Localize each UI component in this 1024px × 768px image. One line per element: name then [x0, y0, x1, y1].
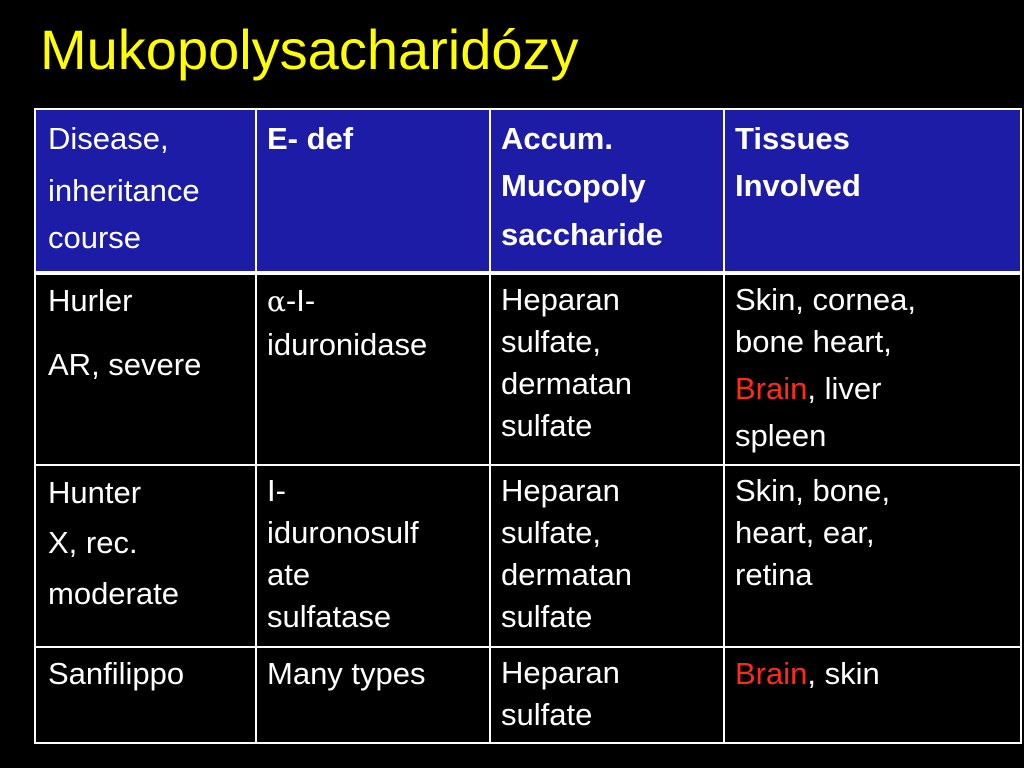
accumulated-text: sulfate	[501, 599, 593, 634]
tissues-text: retina	[735, 557, 813, 592]
hurler-disease-cell	[36, 275, 255, 464]
disease-name: Sanfilippo	[48, 656, 185, 691]
accumulated-text: Heparan	[501, 473, 620, 508]
brain-highlight: Brain	[735, 656, 808, 691]
header-cell-enzyme-deficiency	[255, 110, 489, 271]
accumulated-text: sulfate,	[501, 324, 601, 359]
disease-name: Hunter	[48, 475, 142, 510]
slide-title: Mukopolysacharidózy	[40, 18, 579, 81]
enzyme-text: ate	[267, 557, 311, 592]
accumulated-text: dermatan	[501, 557, 632, 592]
hunter-tissues-cell	[723, 466, 1020, 646]
tissues-part: , skin	[807, 656, 880, 691]
brain-highlight: Brain	[735, 371, 808, 406]
tissues-text: Skin, cornea,	[735, 282, 916, 317]
alpha-symbol: α	[267, 285, 286, 318]
header-cell-tissues	[723, 110, 1020, 271]
header-text: Involved	[735, 168, 861, 203]
tissues-text: spleen	[735, 418, 827, 453]
hurler-tissues-cell	[723, 275, 1020, 464]
inheritance-text: X, rec.	[48, 525, 138, 560]
disease-name: Hurler	[48, 283, 133, 318]
accumulated-text: sulfate,	[501, 515, 601, 550]
row-divider	[36, 646, 1020, 648]
header-cell-accumulated	[489, 110, 723, 271]
tissues-part: , liver	[807, 371, 882, 406]
header-text: Accum.	[501, 121, 613, 156]
header-text: Disease,	[48, 121, 169, 156]
course-text: moderate	[48, 576, 179, 611]
accumulated-text: Heparan	[501, 282, 620, 317]
accumulated-text: dermatan	[501, 366, 632, 401]
sanfilippo-tissues-cell	[723, 648, 1020, 742]
tissues-text	[735, 363, 1020, 415]
enzyme-text: sulfatase	[267, 599, 392, 634]
enzyme-text: I-	[267, 473, 286, 508]
hunter-disease-cell	[36, 466, 255, 646]
header-text: saccharide	[501, 217, 663, 252]
sanfilippo-accumulated-cell	[489, 648, 723, 742]
hunter-accumulated-cell	[489, 466, 723, 646]
enzyme-text: iduronosulf	[267, 515, 419, 550]
tissues-text: Skin, bone,	[735, 473, 891, 508]
header-divider	[36, 271, 1020, 275]
mucopolysaccharidoses-table	[34, 108, 1022, 744]
accumulated-text: Heparan	[501, 655, 620, 690]
enzyme-text: iduronidase	[267, 327, 428, 362]
header-cell-disease	[36, 110, 255, 271]
enzyme-part: -I-	[285, 283, 316, 318]
header-text: E- def	[267, 121, 354, 156]
header-text: Tissues	[735, 121, 850, 156]
hurler-accumulated-cell	[489, 275, 723, 464]
header-text: Mucopoly	[501, 168, 646, 203]
enzyme-text: Many types	[267, 656, 426, 691]
accumulated-text: sulfate	[501, 697, 593, 732]
inheritance-text: AR, severe	[48, 347, 202, 382]
accumulated-text: sulfate	[501, 408, 593, 443]
tissues-text: heart, ear,	[735, 515, 875, 550]
sanfilippo-enzyme-cell	[255, 648, 489, 742]
enzyme-text	[267, 279, 489, 323]
tissues-text	[735, 652, 1020, 695]
hurler-enzyme-cell	[255, 275, 489, 464]
row-divider	[36, 464, 1020, 466]
tissues-text: bone heart,	[735, 324, 892, 359]
sanfilippo-disease-cell	[36, 648, 255, 742]
hunter-enzyme-cell	[255, 466, 489, 646]
header-text: inheritance	[48, 173, 200, 208]
header-text: course	[48, 220, 142, 255]
